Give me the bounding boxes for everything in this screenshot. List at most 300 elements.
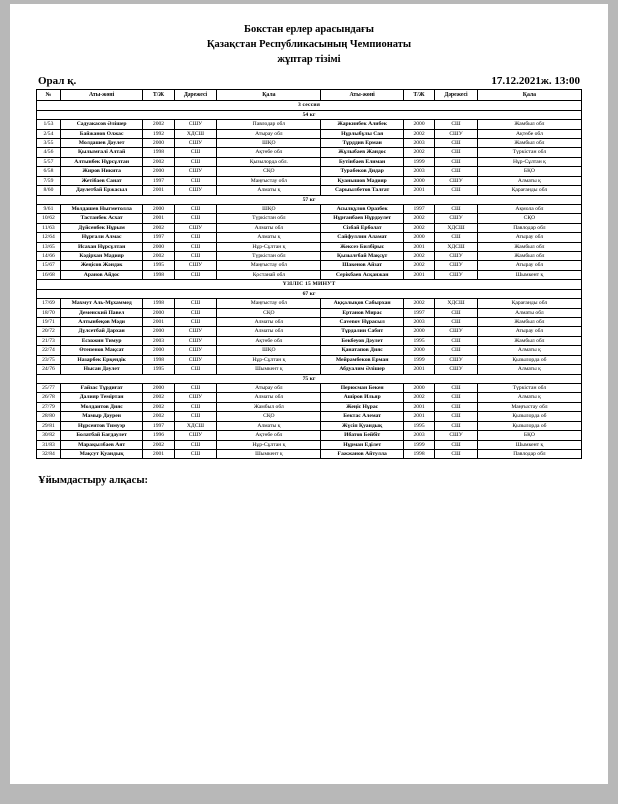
boxer-b-name: Саvenоv Нұрасыл [321,318,403,327]
boxer-b-name: Ғажжанов Айтулла [321,449,403,458]
boxer-a-name: Нұрсеитов Тимуэр [60,421,142,430]
boxer-a-rank: ХДСШ [174,129,217,138]
boxer-a-rank: СШУ [174,336,217,345]
boxer-a-city: Алматы қ [217,421,321,430]
boxer-b-name: Бутінбаев Елиман [321,157,403,166]
boxer-b-city: Алматы қ [477,365,581,374]
col-rank-b: Дәрежесі [435,89,478,101]
boxer-b-rank: СШ [435,336,478,345]
boxer-b-city: Ақмола обл [477,204,581,213]
boxer-a-city: ШҚО [217,204,321,213]
boxer-a-rank: СШ [174,252,217,261]
boxer-a-rank: СШУ [174,346,217,355]
boxer-b-rank: СШ [435,120,478,129]
boxer-a-yob: 2000 [143,383,174,392]
boxer-a-yob: 2000 [143,346,174,355]
bout-number: 12/64 [37,233,61,242]
boxer-a-yob: 1998 [143,148,174,157]
boxer-a-yob: 2002 [143,412,174,421]
boxer-b-city: СҚО [477,214,581,223]
boxer-a-yob: 2001 [143,214,174,223]
bout-number: 18/70 [37,308,61,317]
boxer-a-name: Даулетбай Ержасыл [60,186,142,195]
session-header-row [37,101,582,110]
boxer-b-yob: 1995 [403,421,434,430]
document-page [10,4,608,784]
boxer-b-city: Шымкент қ [477,440,581,449]
boxer-b-rank: СШ [435,186,478,195]
boxer-b-yob: 2002 [403,223,434,232]
boxer-b-name: Жұлыбаев Жандос [321,148,403,157]
boxer-b-city: Қарағанды обл [477,299,581,308]
bout-number: 21/73 [37,336,61,345]
boxer-a-rank: СШУ [174,139,217,148]
boxer-b-city: БҚО [477,431,581,440]
boxer-a-yob: 2002 [143,120,174,129]
boxer-a-rank: СШ [174,299,217,308]
boxer-a-name: Дүлсетбай Дархан [60,327,142,336]
boxer-a-rank: СШ [174,365,217,374]
boxer-a-yob: 1998 [143,299,174,308]
table-row [37,318,582,327]
boxer-b-name: Шакенов Айзат [321,261,403,270]
boxer-a-name: Есхожин Тимур [60,336,142,345]
boxer-b-rank: СШУ [435,355,478,364]
boxer-a-yob: 1992 [143,129,174,138]
table-row [37,393,582,402]
boxer-a-yob: 2000 [143,308,174,317]
boxer-a-city: Маңғыстау обл [217,299,321,308]
boxer-b-yob: 2000 [403,383,434,392]
boxer-a-rank: СШУ [174,393,217,402]
boxer-a-city: Ақтөбе обл [217,148,321,157]
boxer-b-city: Алматы қ [477,393,581,402]
boxer-b-yob: 2001 [403,186,434,195]
table-row [37,139,582,148]
boxer-a-city: Қызылорда обл. [217,157,321,166]
boxer-a-yob: 2000 [143,167,174,176]
boxer-b-name: Қызылғбай Мақсұт [321,252,403,261]
boxer-b-yob: 2001 [403,365,434,374]
boxer-a-city: СҚО [217,308,321,317]
boxer-b-yob: 2001 [403,270,434,279]
boxer-a-yob: 2001 [143,449,174,458]
meta-row [36,75,582,87]
col-rank-a: Дәрежесі [174,89,217,101]
bout-number: 7/59 [37,176,61,185]
boxer-a-rank: СШУ [174,327,217,336]
boxer-b-name: Мейрамбеков Ерман [321,355,403,364]
boxer-b-name: Серікбаев Асқанжан [321,270,403,279]
boxer-b-city: Алматы обл [477,308,581,317]
table-row [37,214,582,223]
boxer-b-name: Жексеэ Билбірыс [321,242,403,251]
boxer-a-rank: СШ [174,449,217,458]
boxer-a-yob: 1997 [143,233,174,242]
bout-number: 30/82 [37,431,61,440]
boxer-a-name: Кәдірхан Мадияр [60,252,142,261]
boxer-a-yob: 1996 [143,431,174,440]
table-row [37,186,582,195]
boxer-a-city: Алматы қ [217,233,321,242]
table-row [37,402,582,411]
boxer-a-name: Садуакасов Әлішер [60,120,142,129]
boxer-a-yob: 2001 [143,186,174,195]
boxer-b-yob: 2002 [403,129,434,138]
boxer-b-name: Ашіров Ильяр [321,393,403,402]
boxer-a-yob: 1995 [143,365,174,374]
boxer-b-city: Нұр-Сұлтан қ [477,157,581,166]
boxer-a-city: ШҚО [217,346,321,355]
boxer-b-rank: СШУ [435,176,478,185]
boxer-b-rank: СШ [435,204,478,213]
boxer-b-rank: ХДСШ [435,223,478,232]
boxer-a-name: Аранов Айдос [60,270,142,279]
bout-number: 27/79 [37,402,61,411]
bout-number: 29/81 [37,421,61,430]
boxer-a-city: Нұр-Сұлтан қ [217,242,321,251]
boxer-b-city: Қызылорда об [477,355,581,364]
boxer-b-rank: СШ [435,318,478,327]
boxer-b-rank: СШ [435,308,478,317]
boxer-b-yob: 2000 [403,346,434,355]
table-header-row [37,89,582,101]
boxer-a-city: Маңғыстау обл [217,176,321,185]
bout-number: 19/71 [37,318,61,327]
boxer-a-yob: 2000 [143,139,174,148]
boxer-b-yob: 1999 [403,440,434,449]
session-label: ҮЗІЛІС 15 МИНУТ [37,280,582,289]
boxer-b-yob: 2001 [403,412,434,421]
bout-number: 13/65 [37,242,61,251]
boxer-b-rank: СШ [435,383,478,392]
boxer-b-yob: 1999 [403,157,434,166]
boxer-b-city: Қызылорда об [477,421,581,430]
boxer-a-city: Маңғыстау обл [217,261,321,270]
boxer-b-name: Аққалықов Сабырхан [321,299,403,308]
boxer-a-city: СҚО [217,412,321,421]
bout-number: 26/78 [37,393,61,402]
boxer-a-name: Ғайзас Тұрдиғат [60,383,142,392]
boxer-b-rank: СШУ [435,327,478,336]
boxer-a-city: Шымкент қ [217,365,321,374]
boxer-a-yob: 2002 [143,393,174,402]
table-row [37,431,582,440]
boxer-b-rank: СШУ [435,214,478,223]
boxer-a-name: Алтынбеқов Мәди [60,318,142,327]
boxer-b-city: Павлодар обл [477,449,581,458]
boxer-a-name: Махмут Аль-Мұхаммед [60,299,142,308]
boxer-b-name: Бектас Алемат [321,412,403,421]
bout-number: 15/67 [37,261,61,270]
boxer-a-yob: 2003 [143,336,174,345]
table-row [37,412,582,421]
boxer-b-yob: 2001 [403,242,434,251]
bout-number: 5/57 [37,157,61,166]
col-name-b: Аты-жөні [321,89,403,101]
table-body [37,101,582,459]
boxer-a-yob: 1998 [143,270,174,279]
boxer-a-yob: 1997 [143,176,174,185]
bout-number: 1/53 [37,120,61,129]
boxer-b-rank: СШ [435,421,478,430]
boxer-a-yob: 2002 [143,252,174,261]
boxer-a-name: Өтепенов Мақсат [60,346,142,355]
boxer-b-city: Атырау обл [477,261,581,270]
boxer-a-yob: 2002 [143,157,174,166]
boxer-a-city: Қостанай обл [217,270,321,279]
boxer-b-rank: СШ [435,233,478,242]
boxer-a-name: Жетібаев Санат [60,176,142,185]
boxer-b-name: Ертанов Мирас [321,308,403,317]
boxer-a-rank: СШУ [174,355,217,364]
boxer-a-name: Алтынбек Нұрсұлтан [60,157,142,166]
boxer-b-city: Атырау обл [477,327,581,336]
boxer-a-yob: 2000 [143,204,174,213]
boxer-a-name: Назарбек Ерқендік [60,355,142,364]
boxer-b-rank: СШ [435,157,478,166]
boxer-b-yob: 2000 [403,120,434,129]
boxer-a-rank: СШ [174,270,217,279]
bout-number: 4/56 [37,148,61,157]
boxer-a-city: Алматы обл [217,223,321,232]
weight-class-row [37,195,582,204]
boxer-a-city: Алматы қ [217,186,321,195]
boxer-a-city: Атырау обл [217,383,321,392]
boxer-a-rank: СШ [174,176,217,185]
boxer-b-name: Асылқұлов Оразбек [321,204,403,213]
boxer-a-rank: СШ [174,440,217,449]
boxer-b-name: Бекбеуов Дәулет [321,336,403,345]
boxer-b-rank: СШ [435,346,478,355]
table-row [37,327,582,336]
boxer-b-rank: СШ [435,393,478,402]
weight-class-label: 57 кг [37,195,582,204]
boxer-a-name: Исахан Нұрсұлтан [60,242,142,251]
boxer-b-rank: СШУ [435,431,478,440]
boxer-b-name: Турабеков Дидар [321,167,403,176]
boxer-a-rank: СШ [174,214,217,223]
boxer-b-rank: СШ [435,148,478,157]
session-header-row [37,280,582,289]
boxer-a-city: Атырау обл [217,129,321,138]
boxer-a-rank: ХДСШ [174,421,217,430]
boxer-a-rank: СШ [174,242,217,251]
col-num: № [37,89,61,101]
datetime-label: 17.12.2021ж. 13:00 [491,74,580,87]
boxer-b-city: Шымкент қ [477,270,581,279]
bout-number: 3/55 [37,139,61,148]
boxer-b-rank: СШУ [435,365,478,374]
boxer-b-rank: СШ [435,412,478,421]
boxer-a-city: СҚО [217,167,321,176]
boxer-b-name: Жүсіп Қуандық [321,421,403,430]
bout-number: 23/75 [37,355,61,364]
col-city-b: Қала [477,89,581,101]
boxer-b-city: Маңғыстау обл [477,402,581,411]
boxer-a-name: Нұрғали Алмас [60,233,142,242]
bout-number: 2/54 [37,129,61,138]
boxer-b-name: Тұрдалин Сабит [321,327,403,336]
table-row [37,120,582,129]
table-row [37,308,582,317]
boxer-b-name: Жаркинбек Алибек [321,120,403,129]
boxer-b-rank: ХДСШ [435,299,478,308]
boxer-a-yob: 2000 [143,242,174,251]
boxer-a-name: Мамыр Дәурен [60,412,142,421]
title-line-3: жұптар тізімі [277,54,341,66]
bout-number: 22/74 [37,346,61,355]
table-row [37,421,582,430]
boxer-a-rank: СШ [174,402,217,411]
boxer-b-rank: СШУ [435,270,478,279]
bout-number: 14/66 [37,252,61,261]
boxer-b-city: Алматы қ [477,346,581,355]
bout-number: 31/83 [37,440,61,449]
boxer-b-yob: 2002 [403,299,434,308]
boxer-a-name: Марақылбаев Аят [60,440,142,449]
boxer-a-rank: СШ [174,383,217,392]
boxer-a-rank: СШУ [174,167,217,176]
bout-number: 16/68 [37,270,61,279]
boxer-b-rank: ХДСШ [435,242,478,251]
table-row [37,270,582,279]
boxer-b-yob: 2003 [403,431,434,440]
boxer-b-yob: 2003 [403,167,434,176]
table-row [37,233,582,242]
boxer-a-name: Далияр Теміртан [60,393,142,402]
boxer-b-name: Перюсман Бекен [321,383,403,392]
col-city-a: Қала [217,89,321,101]
bout-number: 6/58 [37,167,61,176]
boxer-b-name: Сайфуллин Аламат [321,233,403,242]
place-label: Орал қ. [38,74,77,87]
weight-class-label: 75 кг [37,374,582,383]
boxer-a-city: ШҚО [217,139,321,148]
weight-class-row [37,110,582,119]
boxer-a-rank: СШУ [174,186,217,195]
boxer-b-name: Қуанышов Мадияр [321,176,403,185]
table-row [37,148,582,157]
table-row [37,252,582,261]
document-title [36,22,582,68]
boxer-b-rank: СШ [435,167,478,176]
boxer-b-rank: СШ [435,440,478,449]
col-name-a: Аты-жөні [60,89,142,101]
boxer-b-city: Атырау обл [477,233,581,242]
boxer-b-yob: 2002 [403,252,434,261]
boxer-a-name: Молдашев Ныгметолла [60,204,142,213]
boxer-a-name: Жиров Никита [60,167,142,176]
boxer-b-yob: 2002 [403,261,434,270]
boxer-a-rank: СШУ [174,261,217,270]
boxer-b-city: Қарағанды обл [477,186,581,195]
boxer-b-yob: 2001 [403,402,434,411]
boxer-a-city: Алматы обл [217,318,321,327]
bout-number: 9/61 [37,204,61,213]
boxer-a-rank: СШ [174,148,217,157]
boxer-a-rank: СШУ [174,120,217,129]
boxer-a-name: Деменский Павел [60,308,142,317]
boxer-b-yob: 2000 [403,327,434,336]
boxer-a-name: Болатбай Бағдаулет [60,431,142,440]
boxer-a-yob: 1995 [143,261,174,270]
boxer-a-city: Нұр-Сұлтан қ [217,355,321,364]
table-row [37,204,582,213]
table-row [37,336,582,345]
boxer-b-name: Нұрлыбұлы Сая [321,129,403,138]
boxer-b-name: Жеңіс Нұрас [321,402,403,411]
weight-class-label: 54 кг [37,110,582,119]
bout-number: 28/80 [37,412,61,421]
boxer-b-name: Тұрддив Ерман [321,139,403,148]
boxer-a-yob: 2002 [143,402,174,411]
boxer-b-city: Павлодар обл [477,223,581,232]
boxer-a-rank: СШУ [174,431,217,440]
boxer-b-name: Абдуалим Әлішер [321,365,403,374]
boxer-b-yob: 2000 [403,233,434,242]
col-yob-a: Т/Ж [143,89,174,101]
boxer-b-name: Нұрғанбаев Нұрдәулет [321,214,403,223]
boxer-b-city: Алматы қ [477,176,581,185]
boxer-b-city: Жамбыл обл [477,336,581,345]
boxer-a-name: Тастанбек Асхат [60,214,142,223]
boxer-b-yob: 1997 [403,308,434,317]
weight-class-row [37,289,582,298]
boxer-b-name: Нұрман Еділет [321,440,403,449]
boxer-b-city: Түркістан обл [477,383,581,392]
boxer-b-city: Жамбыл обл [477,139,581,148]
boxer-a-name: Молдашев Дәулет [60,139,142,148]
boxer-b-city: Жамбыл обл [477,242,581,251]
boxer-a-city: Түркістан обл [217,214,321,223]
boxer-a-city: Алматы обл [217,393,321,402]
boxer-b-city: Қызылорда об [477,412,581,421]
bout-number: 25/77 [37,383,61,392]
boxer-a-rank: СШ [174,204,217,213]
boxer-b-city: Жамбыл обл [477,252,581,261]
boxer-a-rank: СШУ [174,223,217,232]
boxer-b-city: Жамбыл обл [477,318,581,327]
boxer-a-city: Түркістан обл [217,252,321,261]
table-row [37,167,582,176]
boxer-a-city: Павлодар обл [217,120,321,129]
boxer-b-yob: 1999 [403,355,434,364]
boxer-a-city: Шымкент қ [217,449,321,458]
boxer-b-rank: СШ [435,139,478,148]
col-yob-b: Т/Ж [403,89,434,101]
boxer-a-city: Нұр-Сұлтан қ [217,440,321,449]
bout-number: 17/69 [37,299,61,308]
boxer-a-yob: 1998 [143,355,174,364]
boxer-a-name: Нысан Дәулет [60,365,142,374]
boxer-b-name: Ибатов Бейбіт [321,431,403,440]
boxer-a-name: Байжанов Олжас [60,129,142,138]
boxer-a-rank: СШ [174,318,217,327]
boxer-a-rank: СШ [174,233,217,242]
boxer-a-name: Дүйсенбек Нұрым [60,223,142,232]
boxer-b-city: Түркістан обл [477,148,581,157]
boxer-a-city: Ақтөбе обл [217,431,321,440]
boxer-a-city: Ақтөбе обл [217,336,321,345]
table-row [37,449,582,458]
boxer-b-rank: СШ [435,449,478,458]
boxer-b-yob: 2000 [403,176,434,185]
boxer-b-name: Сарыылбетов Талғат [321,186,403,195]
table-row [37,346,582,355]
title-line-2: Қазақстан Республикасының Чемпионаты [206,39,412,51]
table-row [37,176,582,185]
